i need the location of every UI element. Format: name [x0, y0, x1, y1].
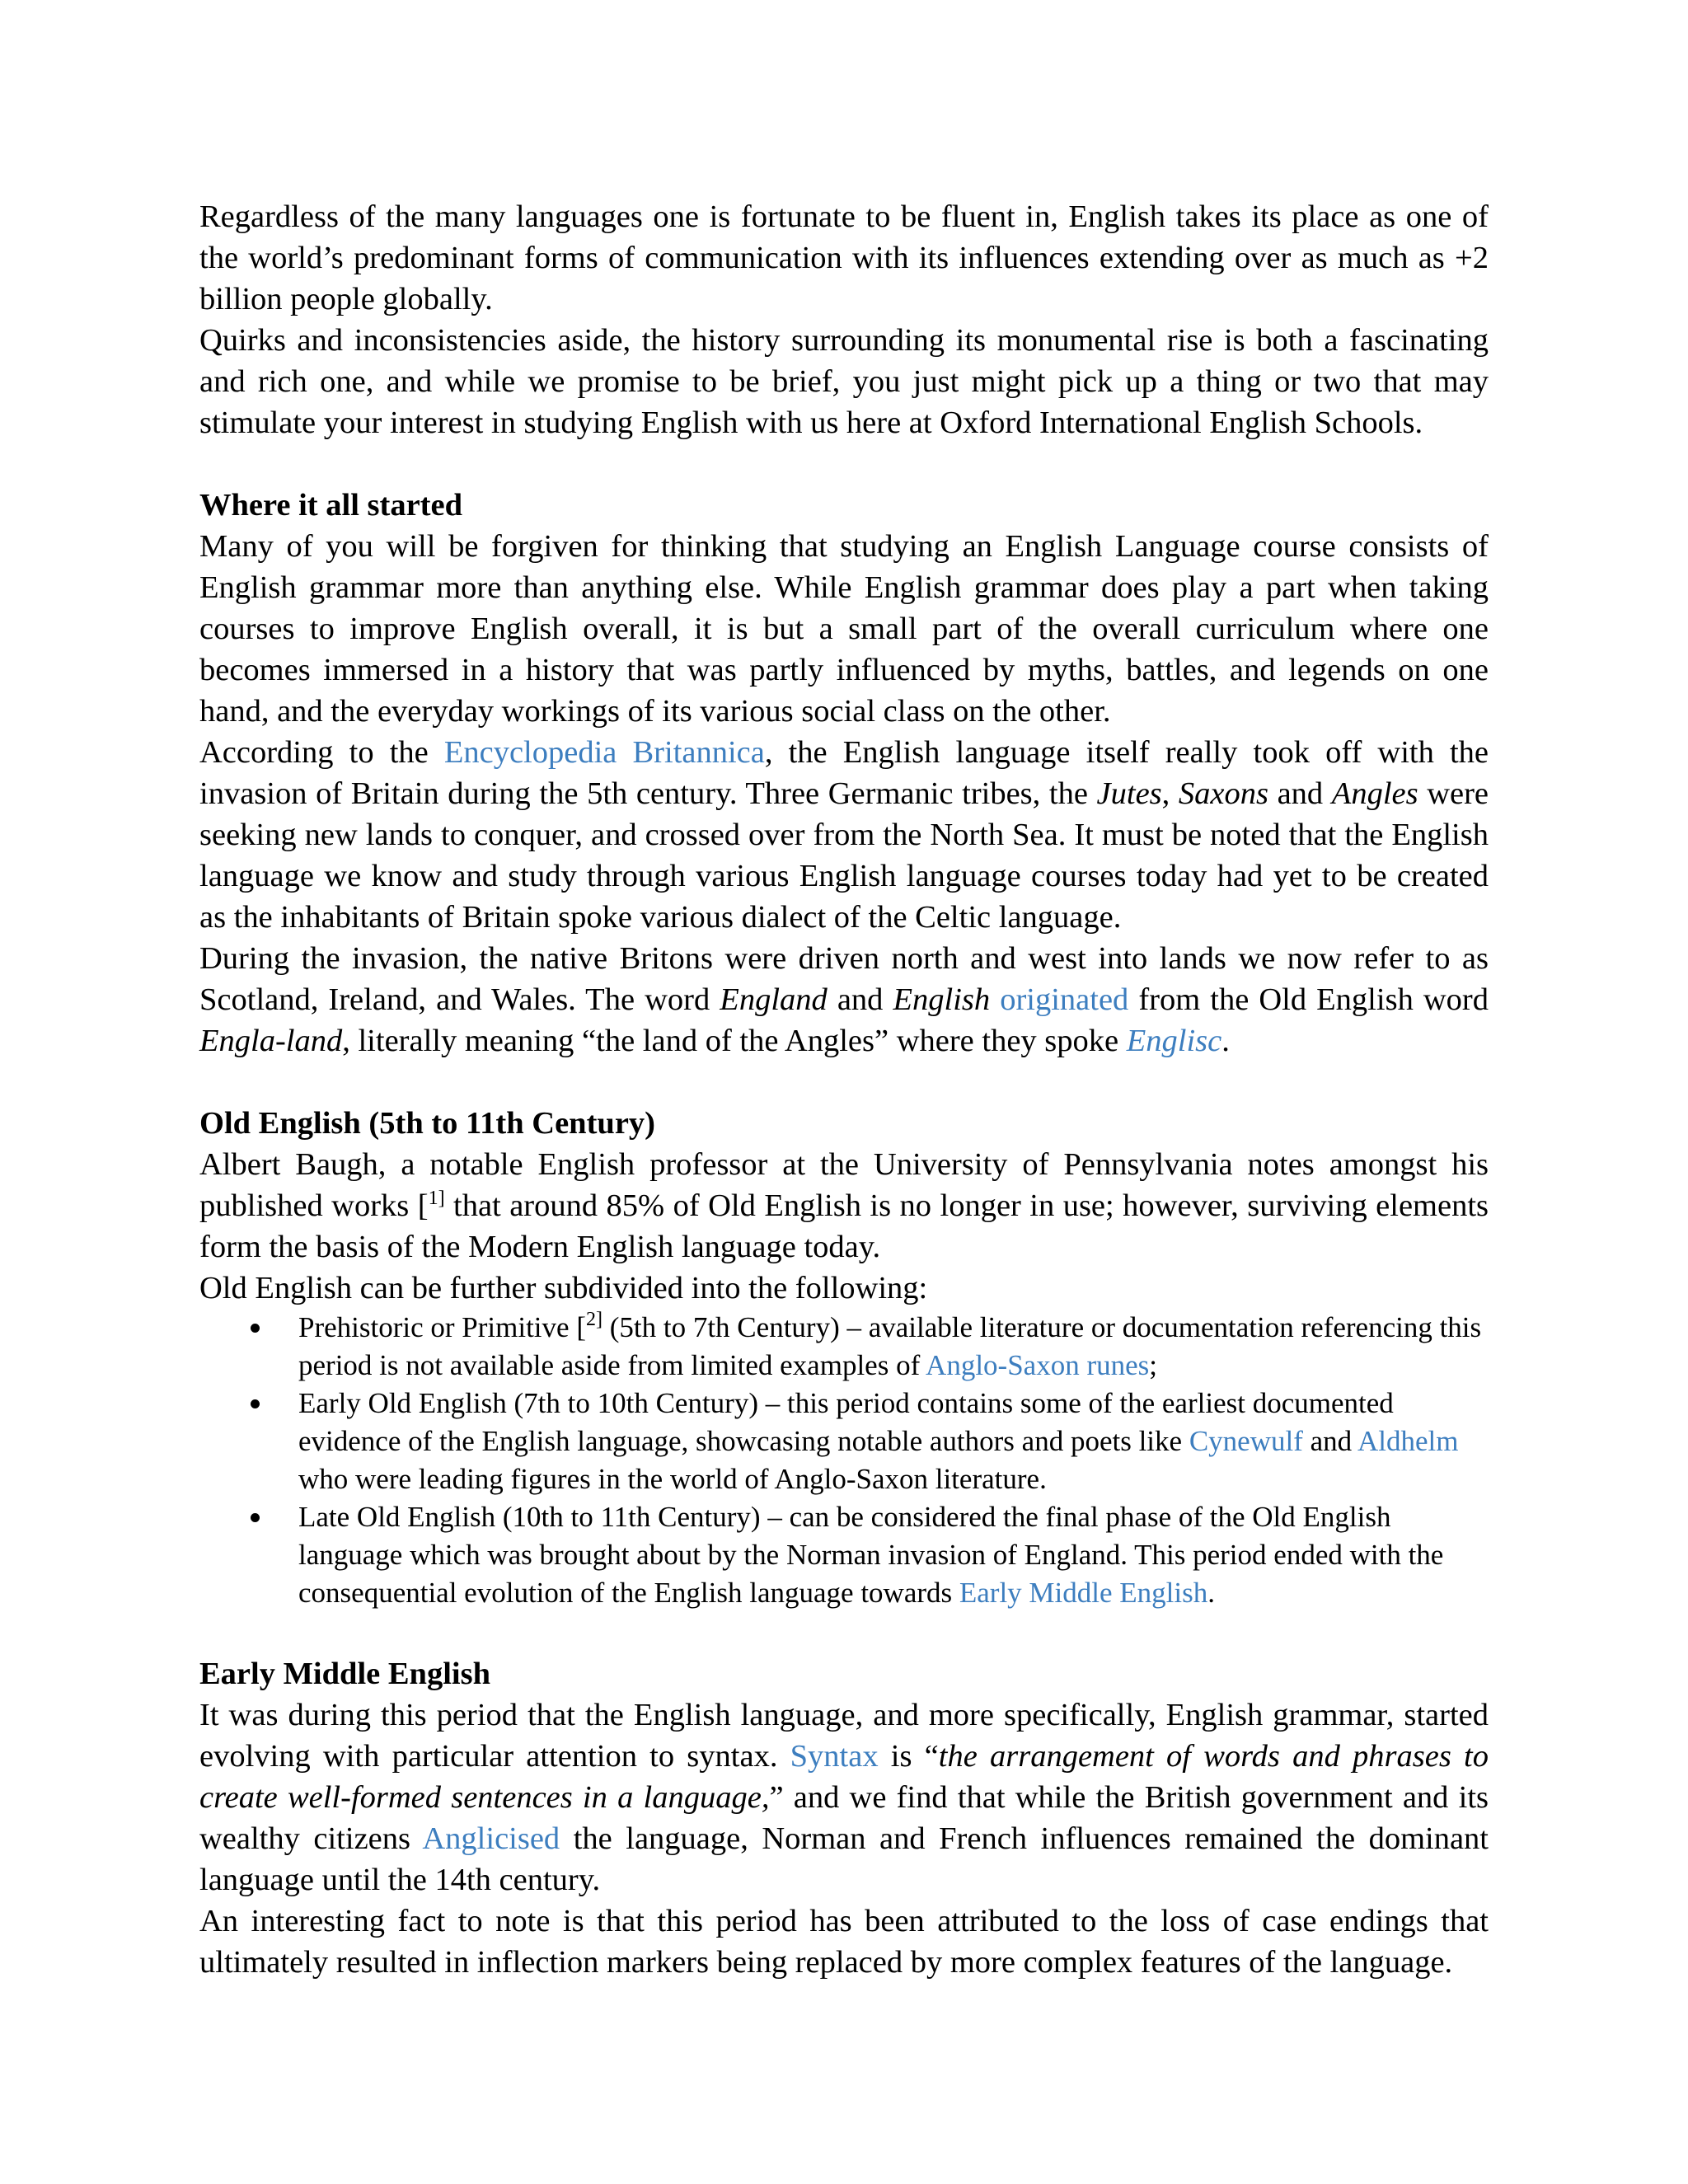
intro-paragraph-2: Quirks and inconsistencies aside, the history surrounding its monumental rise is both a fascinating and rich one, and while we promise to be brief, you just might pick up a thing or two that may stimulate your interest in studying English with us here at Oxford International English Schools. [199, 323, 1489, 440]
bullet-icon [251, 1324, 260, 1333]
footnote-ref-1[interactable]: 1] [428, 1188, 445, 1209]
where-started-paragraph-1: Many of you will be forgiven for thinking that studying an English Language course consists of English grammar more than anything else. While English grammar does play a part when taking courses to improve English overall, it is but a small part of the overall curriculum where one becomes immersed in a history that was partly influenced by myths, battles, and legends on one hand, and the everyday workings of its various social class on the other. [199, 529, 1489, 729]
early-middle-english-link[interactable]: Early Middle English [959, 1577, 1208, 1609]
where-started-paragraph-2: According to the Encyclopedia Britannica, the English language itself really took off with the invasion of Britain during the 5th century. Three Germanic tribes, the Jutes, Saxons and Angles were seeking new lands to conquer, and crossed over from the North Sea. It must be noted that the English language we know and study through various English language courses today had yet to be created as the inhabitants of Britain spoke various dialect of the Celtic language. [199, 735, 1489, 935]
list-item-late-old-english: Late Old English (10th to 11th Century) – can be considered the final phase of the Old English language which was brought about by the Norman invasion of England. This period ended with the consequential evolution of the English language towards Early Middle English. [199, 1498, 1489, 1612]
england-term: England [720, 982, 828, 1017]
english-term: English [893, 982, 991, 1017]
old-english-paragraph-2: Old English can be further subdivided into the following: [199, 1271, 928, 1305]
where-started-paragraph-3: During the invasion, the native Britons were driven north and west into lands we now refer to as Scotland, Ireland, and Wales. The word England and English originated from the Old English word Engla-land, literally meaning “the land of the Angles” where they spoke Englisc. [199, 941, 1489, 1058]
spacer [199, 443, 1489, 485]
bullet-icon [251, 1513, 260, 1522]
list-item-early-old-english: Early Old English (7th to 10th Century) – this period contains some of the earliest documented evidence of the English language, showcasing notable authors and poets like Cynewulf and Aldhelm who were leading figures in the world of Anglo-Saxon literature. [199, 1385, 1489, 1498]
early-middle-paragraph-2: An interesting fact to note is that this period has been attributed to the loss of case endings that ultimately resulted in inflection markers being replaced by more complex features of the language. [199, 1904, 1489, 1980]
footnote-ref-2[interactable]: 2] [585, 1309, 603, 1330]
anglo-saxon-runes-link[interactable]: Anglo-Saxon runes [926, 1349, 1150, 1381]
encyclopedia-britannica-link[interactable]: Encyclopedia Britannica [443, 735, 765, 770]
cynewulf-link[interactable]: Cynewulf [1189, 1425, 1303, 1457]
section-heading-old-english: Old English (5th to 11th Century) [199, 1106, 655, 1141]
early-middle-paragraph-1: It was during this period that the English language, and more specifically, English grammar, started evolving with particular attention to syntax. Syntax is “the arrangement of words and phrases to create well-formed sentences in a language,” and we find that while the British government and its wealthy citizens Anglicised the language, Norman and French influences remained the dominant language until the 14th century. [199, 1698, 1489, 1897]
bullet-icon [251, 1399, 260, 1408]
jutes-term: Jutes [1096, 776, 1162, 811]
section-heading-early-middle-english: Early Middle English [199, 1657, 490, 1691]
aldhelm-link[interactable]: Aldhelm [1357, 1425, 1459, 1457]
originated-link[interactable]: originated [1000, 982, 1129, 1017]
syntax-definition: the arrangement of words and phrases to create well-formed sentences in a language, [199, 1739, 1489, 1815]
list-item-prehistoric: Prehistoric or Primitive [$^{2]}$ (5th to 7th Century) – available literature or documentation referencing this period is not available aside from limited examples of Anglo-Saxon runes; [199, 1309, 1489, 1385]
syntax-link[interactable]: Syntax [790, 1739, 879, 1774]
engla-land-term: Engla-land [199, 1024, 343, 1058]
section-heading-where-started: Where it all started [199, 488, 462, 523]
angles-term: Angles [1331, 776, 1418, 811]
anglicised-link[interactable]: Anglicised [422, 1821, 560, 1856]
document-body [199, 196, 1489, 1983]
englisc-link[interactable]: Englisc [1126, 1024, 1222, 1058]
intro-paragraph-1: Regardless of the many languages one is fortunate to be fluent in, English takes its place as one of the world’s predominant forms of communication with its influences extending over as much as +2 billion people globally. [199, 199, 1489, 316]
saxons-term: Saxons [1178, 776, 1268, 811]
old-english-paragraph-1: Albert Baugh, a notable English professor at the University of Pennsylvania notes amongst his published works [$^{1]}$ that around 85% of Old English is no longer in use; however, surviving elements form the basis of the Modern English language today. [199, 1147, 1489, 1264]
spacer [199, 1612, 1489, 1653]
old-english-periods-list [199, 1309, 1489, 1612]
spacer [199, 1062, 1489, 1103]
